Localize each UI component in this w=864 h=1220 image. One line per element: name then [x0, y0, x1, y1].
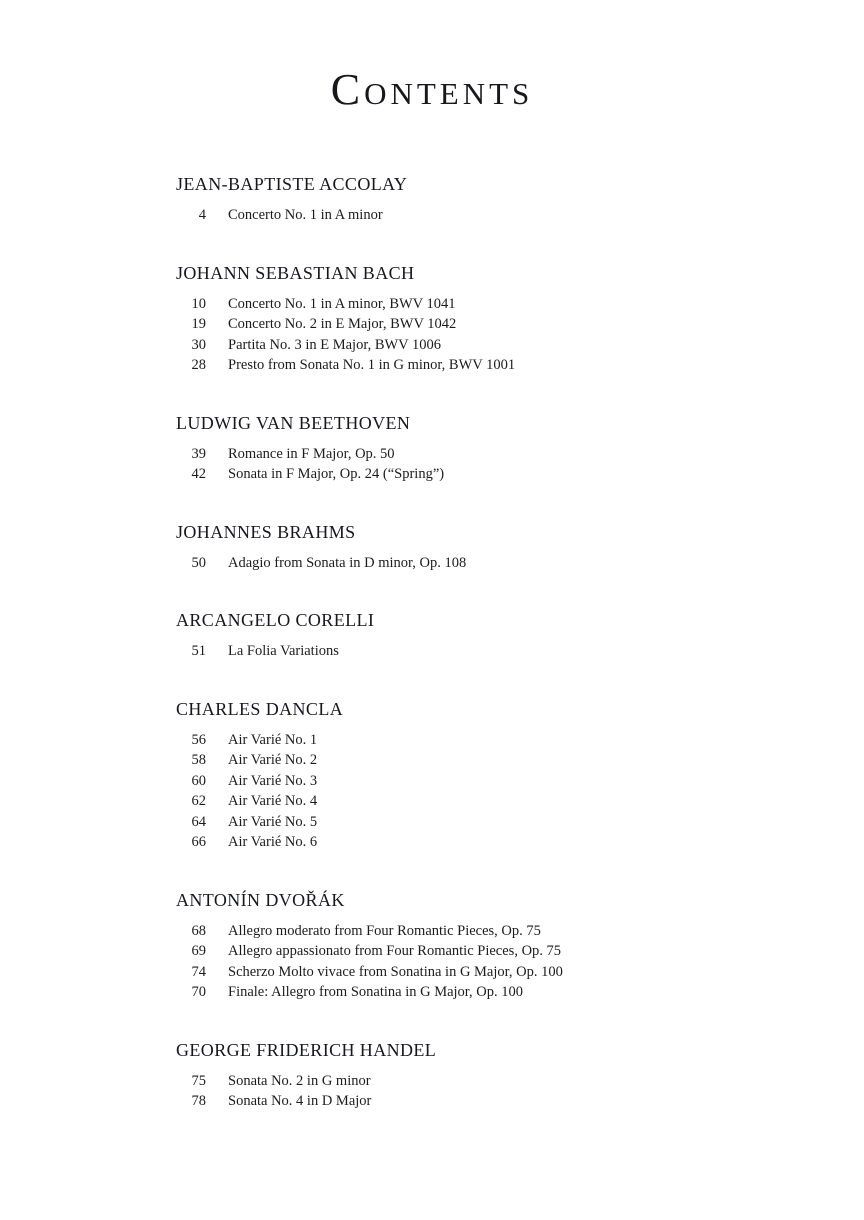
- composer-name: CHARLES DANCLA: [176, 698, 344, 719]
- toc-entry: [176, 553, 736, 574]
- page-number: 66: [191, 834, 206, 850]
- toc-section: [176, 890, 736, 1003]
- toc-section: [176, 699, 736, 853]
- toc-entry: [176, 1071, 736, 1092]
- page-number: 70: [191, 984, 206, 1000]
- page-number: 30: [191, 336, 206, 353]
- toc-section: [176, 610, 736, 662]
- page-number: 69: [191, 943, 206, 959]
- work-title: Concerto No. 1 in A minor: [228, 207, 383, 223]
- page-number: 68: [191, 922, 206, 939]
- toc-section: [176, 522, 736, 574]
- toc-page: [0, 65, 864, 1220]
- work-title: Allegro moderato from Four Romantic Pieces, Op. 75: [228, 922, 541, 939]
- toc-entry: [176, 444, 736, 465]
- work-title: Presto from Sonata No. 1 in G minor, BWV 1001: [228, 357, 516, 373]
- page-number: 39: [191, 445, 206, 462]
- composer-name: JOHANN SEBASTIAN BACH: [176, 262, 415, 283]
- page-number: 78: [191, 1093, 206, 1109]
- toc-entry: [176, 750, 736, 771]
- composer-name: ARCANGELO CORELLI: [176, 610, 375, 630]
- composer-name: GEORGE FRIDERICH HANDEL: [176, 1039, 437, 1060]
- toc-entry: [176, 294, 736, 315]
- composer-name: ANTONÍN DVOŘÁK: [176, 889, 345, 910]
- work-title: Concerto No. 1 in A minor, BWV 1041: [228, 295, 456, 312]
- work-title: Adagio from Sonata in D minor, Op. 108: [228, 554, 467, 571]
- toc-entry: [176, 791, 736, 812]
- work-title: Air Varié No. 1: [228, 731, 318, 748]
- work-title: Sonata No. 4 in D Major: [228, 1093, 372, 1109]
- toc-entry: [176, 314, 736, 335]
- work-title: Concerto No. 2 in E Major, BWV 1042: [228, 316, 457, 332]
- toc-entry: [176, 962, 736, 983]
- page-number: 50: [191, 554, 206, 571]
- toc-entry: [176, 355, 736, 376]
- page-title-rest: ONTENTS: [364, 76, 534, 111]
- toc-sections: [176, 174, 736, 1112]
- work-title: Air Varié No. 6: [228, 834, 318, 850]
- toc-entry: [176, 1091, 736, 1112]
- page-number: 28: [191, 357, 206, 373]
- toc-entry: [176, 812, 736, 833]
- page-number: 62: [191, 793, 206, 809]
- composer-name: LUDWIG VAN BEETHOVEN: [176, 412, 411, 433]
- toc-entry: [176, 771, 736, 792]
- page-number: 58: [191, 752, 206, 768]
- work-title: Finale: Allegro from Sonatina in G Major, Op. 100: [228, 984, 524, 1000]
- work-title: Scherzo Molto vivace from Sonatina in G Major, Op. 100: [228, 963, 563, 980]
- toc-entry: [176, 641, 736, 662]
- work-title: Allegro appassionato from Four Romantic Pieces, Op. 75: [228, 943, 562, 959]
- toc-section: [176, 1040, 736, 1112]
- work-title: Air Varié No. 5: [228, 813, 318, 830]
- toc-entry: [176, 941, 736, 962]
- work-title: Air Varié No. 3: [228, 772, 318, 789]
- page-title: [0, 65, 864, 114]
- page-number: 75: [191, 1072, 206, 1089]
- page-title-initial: C: [330, 65, 365, 114]
- toc-entry: [176, 730, 736, 751]
- page-number: 19: [191, 316, 206, 332]
- page-number: 42: [191, 466, 206, 482]
- composer-name: JOHANNES BRAHMS: [176, 521, 356, 542]
- toc-entry: [176, 335, 736, 356]
- toc-entry: [176, 464, 736, 485]
- toc-entry: [176, 982, 736, 1003]
- work-title: Sonata in F Major, Op. 24 (“Spring”): [228, 466, 445, 482]
- page-number: 51: [191, 643, 206, 659]
- work-title: Partita No. 3 in E Major, BWV 1006: [228, 336, 442, 353]
- page-number: 10: [191, 295, 206, 312]
- work-title: La Folia Variations: [228, 643, 339, 659]
- work-title: Romance in F Major, Op. 50: [228, 445, 395, 462]
- toc-section: [176, 263, 736, 376]
- page-number: 4: [198, 207, 206, 223]
- composer-name: JEAN-BAPTISTE ACCOLAY: [176, 174, 408, 194]
- work-title: Air Varié No. 2: [228, 752, 318, 768]
- toc-entry: [176, 205, 736, 226]
- page-number: 74: [191, 963, 206, 980]
- toc-entry: [176, 832, 736, 853]
- page-number: 64: [191, 813, 206, 830]
- page-number: 56: [191, 731, 206, 748]
- toc-entry: [176, 921, 736, 942]
- toc-section: [176, 413, 736, 485]
- work-title: Air Varié No. 4: [228, 793, 318, 809]
- work-title: Sonata No. 2 in G minor: [228, 1072, 371, 1089]
- page-number: 60: [191, 772, 206, 789]
- toc-section: [176, 174, 736, 226]
